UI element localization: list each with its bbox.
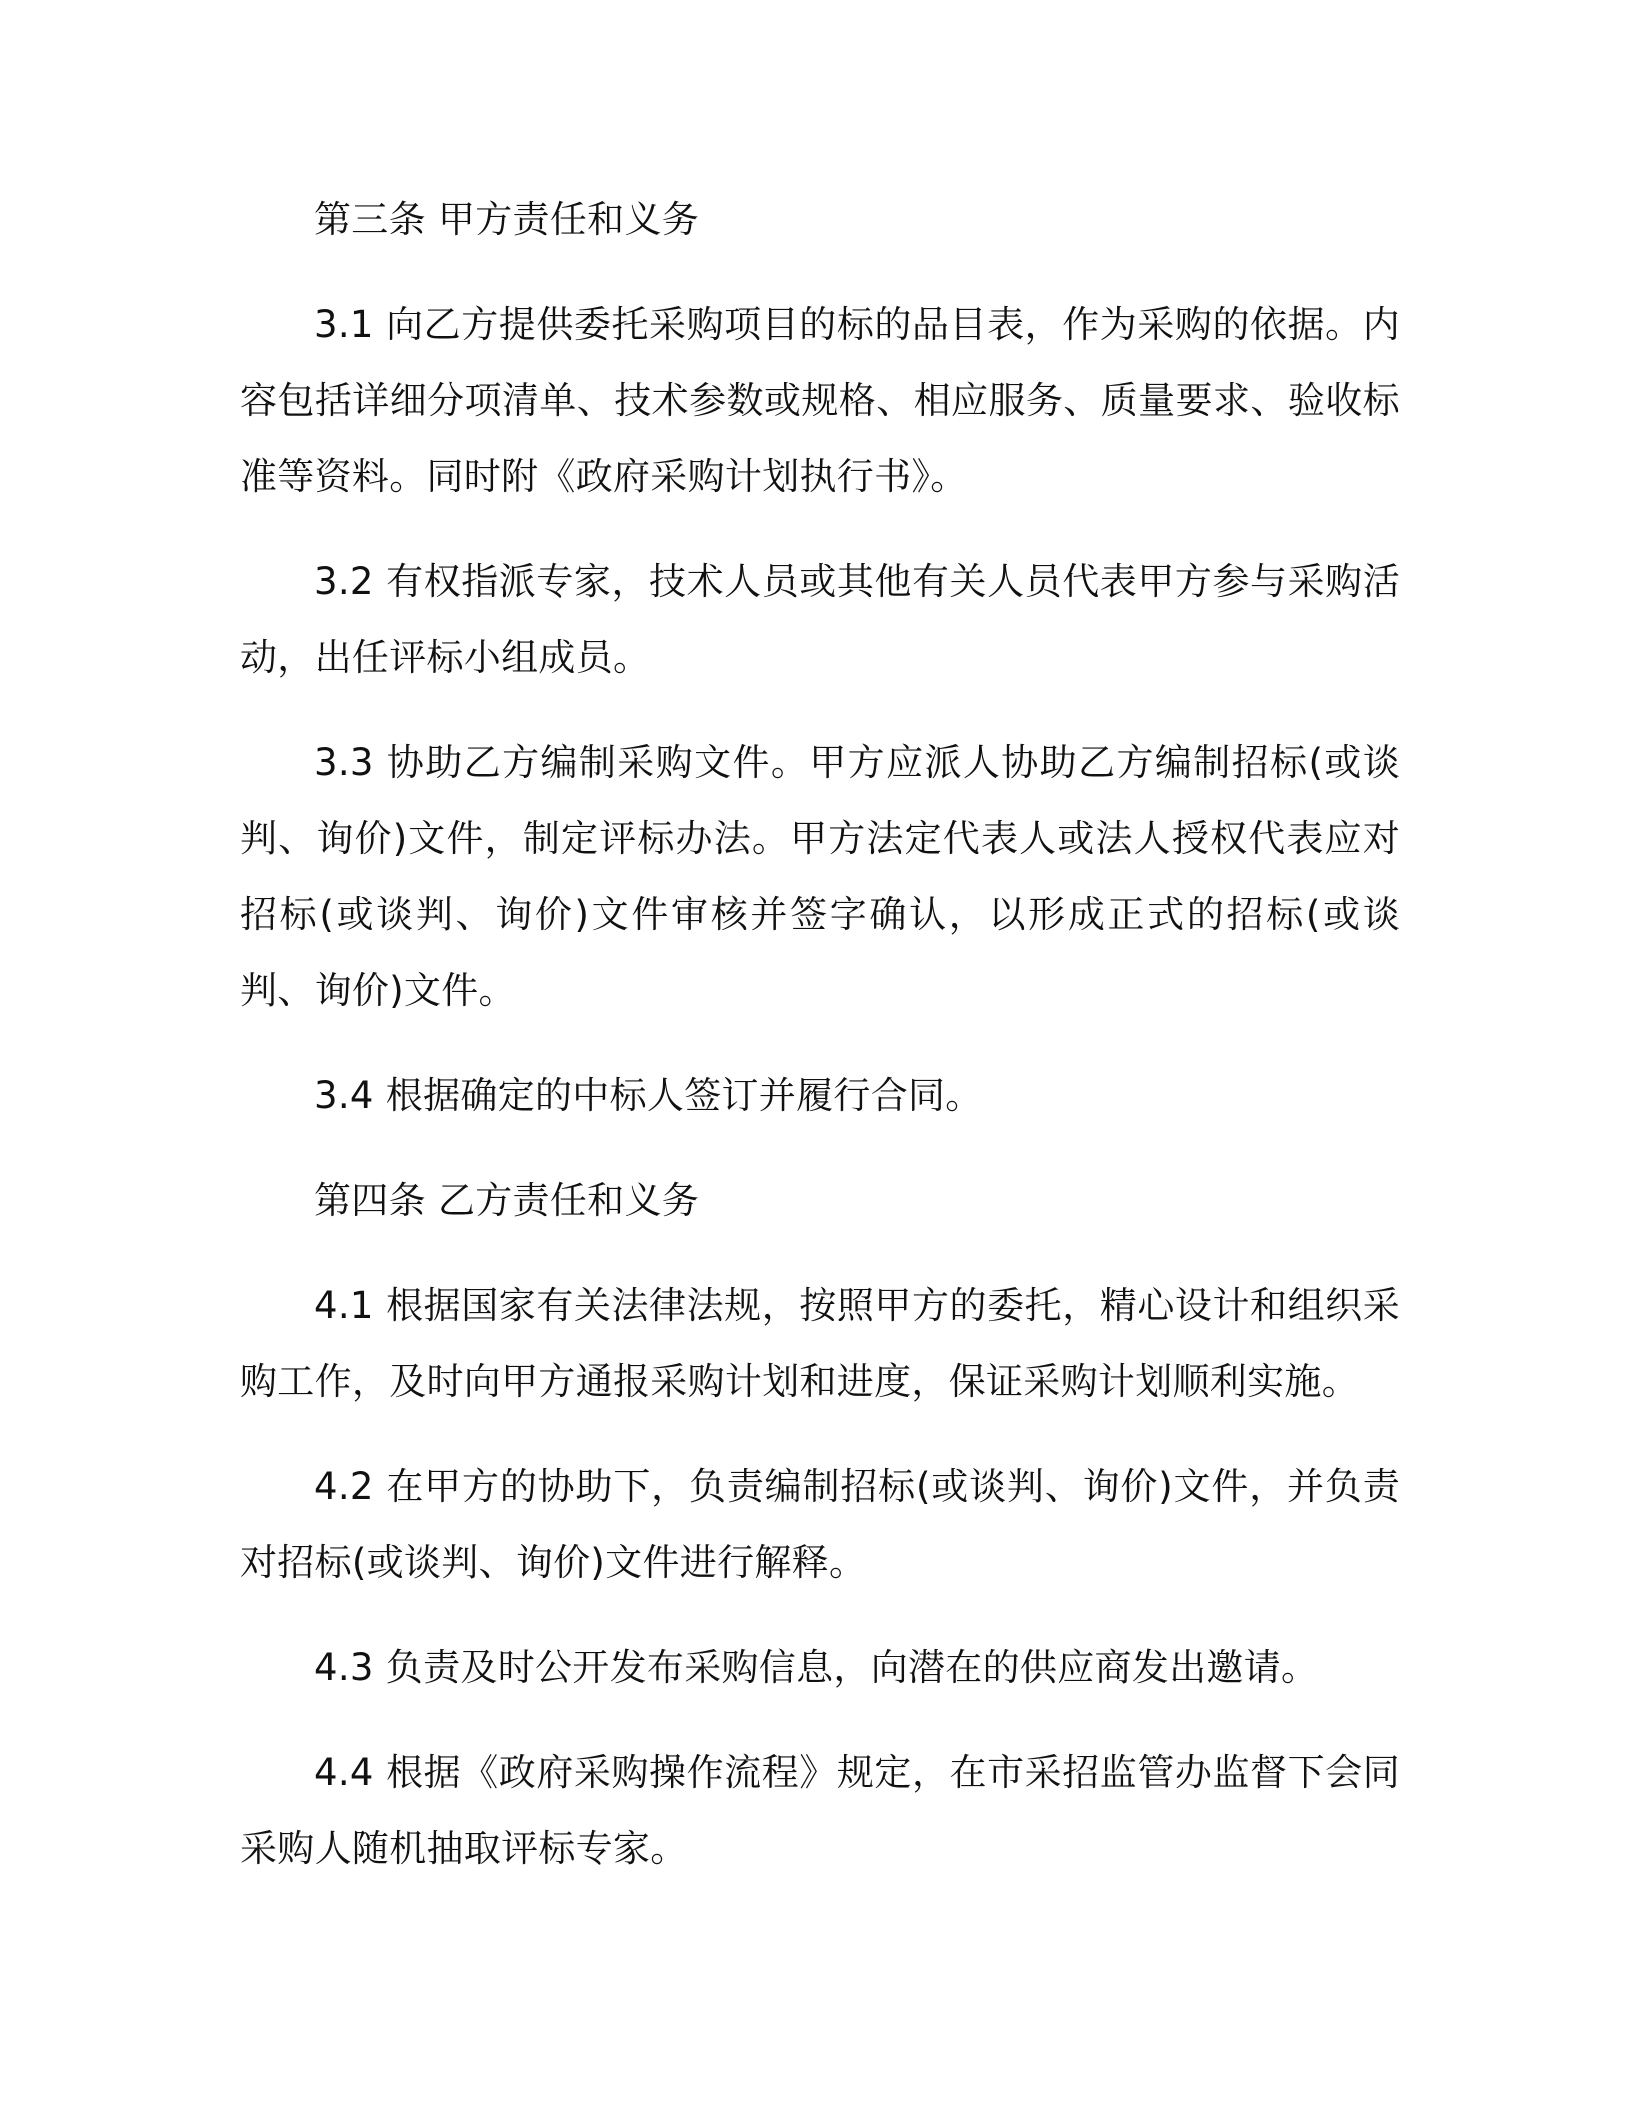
- clause-4-1: 4.1 根据国家有关法律法规，按照甲方的委托，精心设计和组织采购工作，及时向甲方通报采购计划和进度，保证采购计划顺利实施。: [240, 1284, 1400, 1403]
- article-4-heading: 第四条 乙方责任和义务: [314, 1179, 700, 1222]
- clause-3-3: 3.3 协助乙方编制采购文件。甲方应派人协助乙方编制招标(或谈判、询价)文件，制定评标办法。甲方法定代表人或法人授权代表应对招标(或谈判、询价)文件审核并签字确认，以形成正式的招标(或谈判、询价)文件。: [240, 741, 1400, 1012]
- article-3-heading: 第三条 甲方责任和义务: [314, 198, 700, 241]
- clause-4-4: 4.4 根据《政府采购操作流程》规定，在市采招监管办监督下会同采购人随机抽取评标专家。: [240, 1751, 1400, 1870]
- clause-3-4: 3.4 根据确定的中标人签订并履行合同。: [314, 1074, 983, 1117]
- clause-3-1: 3.1 向乙方提供委托采购项目的标的品目表，作为采购的依据。内容包括详细分项清单、技术参数或规格、相应服务、质量要求、验收标准等资料。同时附《政府采购计划执行书》。: [240, 303, 1400, 498]
- clause-3-2: 3.2 有权指派专家，技术人员或其他有关人员代表甲方参与采购活动，出任评标小组成员。: [240, 560, 1400, 679]
- clause-4-3: 4.3 负责及时公开发布采购信息，向潜在的供应商发出邀请。: [314, 1646, 1319, 1689]
- clause-4-2: 4.2 在甲方的协助下，负责编制招标(或谈判、询价)文件，并负责对招标(或谈判、询价)文件进行解释。: [240, 1465, 1400, 1584]
- document-body: [240, 182, 1400, 1916]
